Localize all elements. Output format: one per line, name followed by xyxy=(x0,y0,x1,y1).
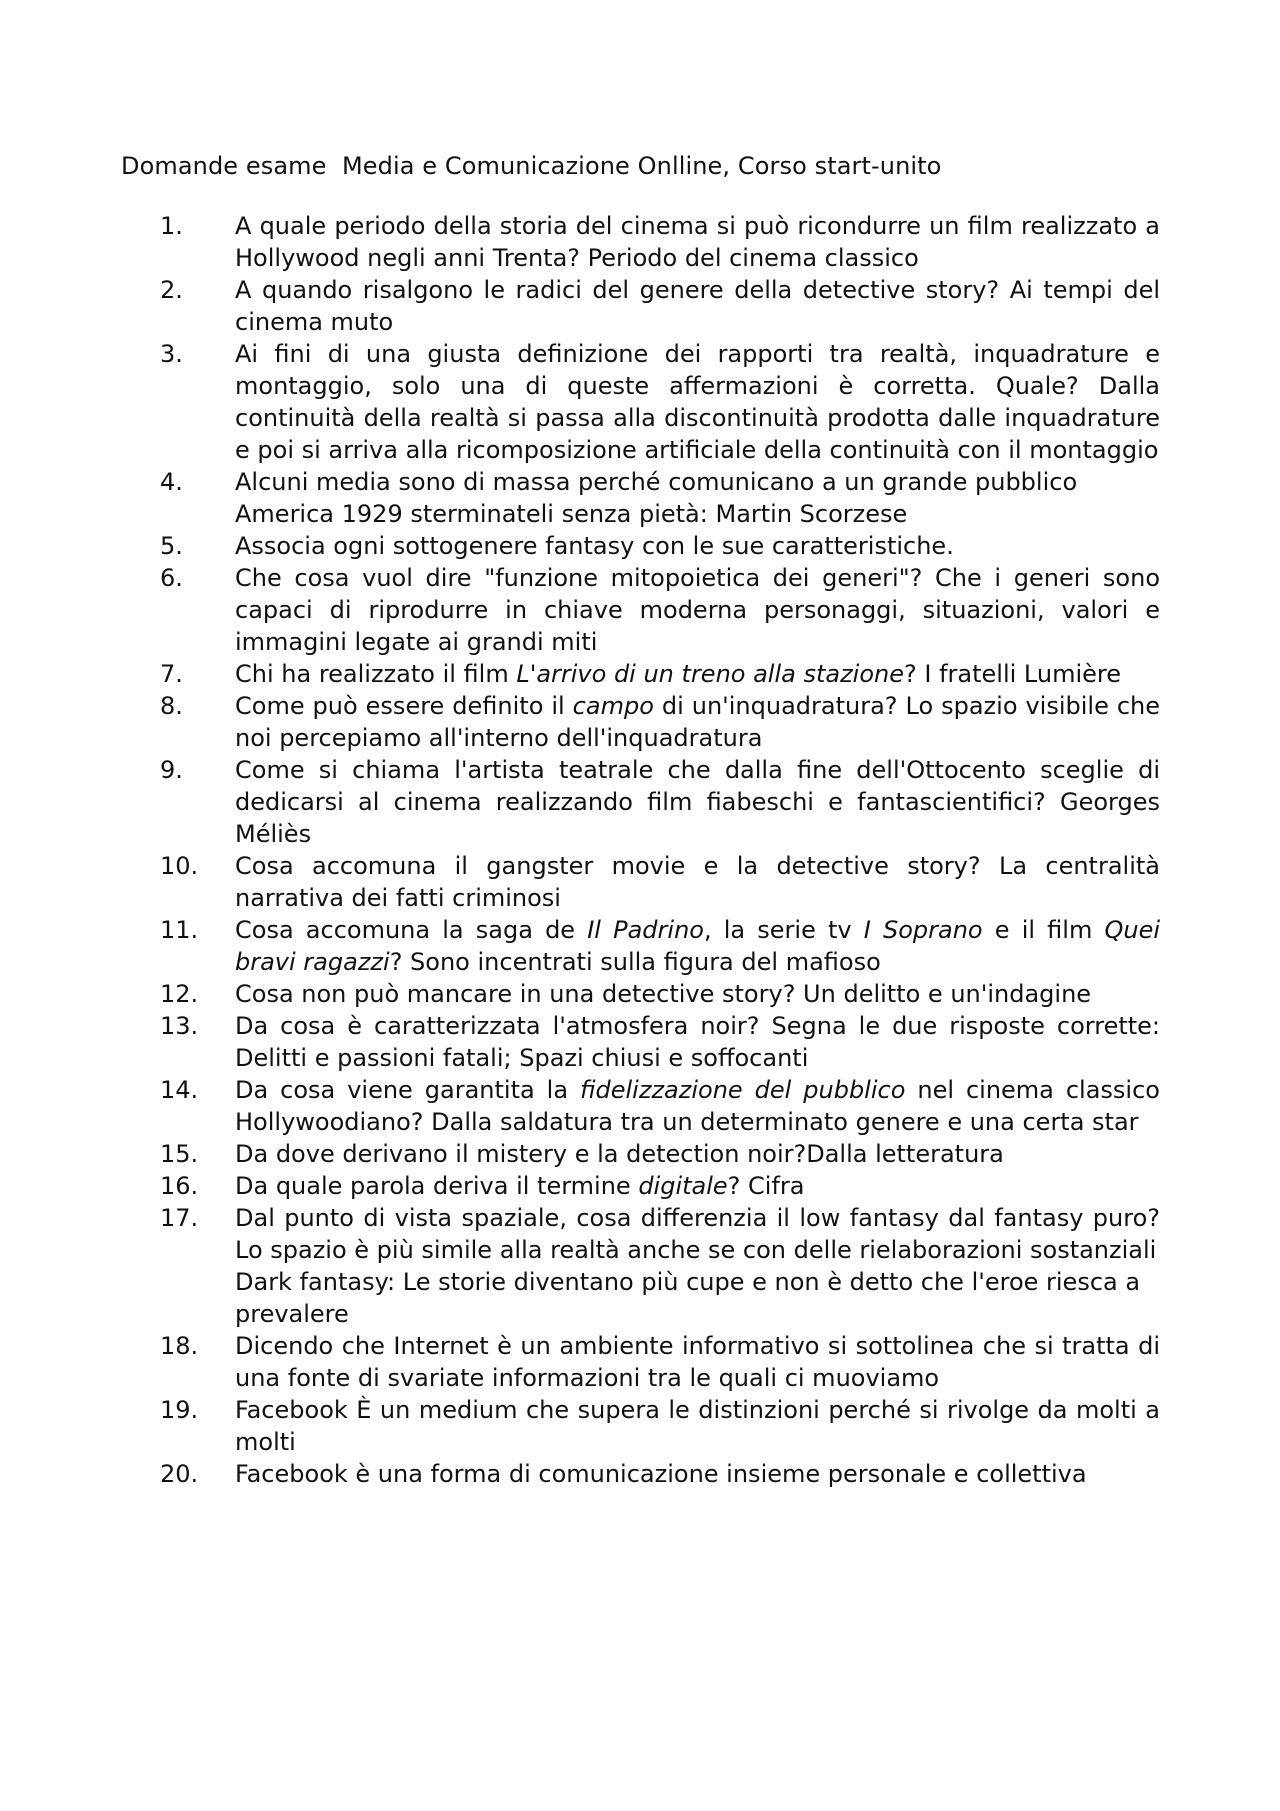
question-number: 6. xyxy=(160,564,183,592)
question-number: 12. xyxy=(160,980,199,1008)
question-text: Da cosa è caratterizzata l'atmosfera noir? Segna le due risposte corrette: Delitti e passioni fatali; Spazi chiusi e soffocanti xyxy=(235,1012,1160,1072)
question-item xyxy=(160,914,1160,978)
question-number: 19. xyxy=(160,1396,199,1424)
question-item xyxy=(160,690,1160,754)
question-text: Che cosa vuol dire "funzione mitopoietica dei generi"? Che i generi sono capaci di riprodurre in chiave moderna personaggi, situazioni, valori e immagini legate ai grandi miti xyxy=(235,564,1160,656)
question-item xyxy=(160,274,1160,338)
emphasized-term: fidelizzazione del pubblico xyxy=(580,1076,906,1104)
question-number: 20. xyxy=(160,1460,199,1488)
question-text xyxy=(235,914,1160,978)
question-text xyxy=(235,1170,1160,1202)
question-text: Da dove derivano il mistery e la detection noir?Dalla letteratura xyxy=(235,1140,1004,1168)
question-item xyxy=(160,1330,1160,1394)
series-title: I Soprano xyxy=(863,916,983,944)
question-text xyxy=(235,690,1160,754)
question-number: 10. xyxy=(160,852,199,880)
question-text: Facebook È un medium che supera le distinzioni perché si rivolge da molti a molti xyxy=(235,1396,1160,1456)
question-item xyxy=(160,850,1160,914)
question-text: Come si chiama l'artista teatrale che dalla fine dell'Ottocento sceglie di dedicarsi al cinema realizzando film fiabeschi e fantascientifici? Georges Méliès xyxy=(235,756,1160,848)
question-item xyxy=(160,1202,1160,1330)
question-number: 2. xyxy=(160,276,183,304)
question-text-part: Da cosa viene garantita la xyxy=(235,1076,580,1104)
question-text-part: Chi ha realizzato il film xyxy=(235,660,517,688)
emphasized-term: campo xyxy=(572,692,654,720)
film-title: Il Padrino xyxy=(587,916,704,944)
question-text-part: , la serie tv xyxy=(703,916,864,944)
question-number: 18. xyxy=(160,1332,199,1360)
question-number: 14. xyxy=(160,1076,199,1104)
question-number: 9. xyxy=(160,756,183,784)
document-title: Domande esame Media e Comunicazione Onlline, Corso start-unito xyxy=(121,152,942,180)
question-text: Alcuni media sono di massa perché comunicano a un grande pubblico xyxy=(235,468,1078,496)
question-number: 11. xyxy=(160,916,199,944)
question-number: 17. xyxy=(160,1204,199,1232)
question-text-part: di un'inquadratura? Lo spazio visibile che noi percepiamo all'interno dell'inquadratura xyxy=(235,692,1161,752)
question-text-part: Da quale parola deriva il termine xyxy=(235,1172,639,1200)
question-text xyxy=(235,1074,1160,1138)
question-text-part: Come può essere definito il xyxy=(235,692,573,720)
question-text xyxy=(235,658,1160,690)
question-list xyxy=(160,210,1160,1490)
question-item xyxy=(160,562,1160,658)
question-number: 4. xyxy=(160,468,183,496)
question-number: 3. xyxy=(160,340,183,368)
question-item xyxy=(160,466,1160,530)
question-item xyxy=(160,1138,1160,1170)
film-title: Quei bravi ragazzi xyxy=(235,916,1161,976)
question-number: 5. xyxy=(160,532,183,560)
question-item xyxy=(160,1170,1160,1202)
question-item xyxy=(160,530,1160,562)
question-text: A quale periodo della storia del cinema si può ricondurre un film realizzato a Hollywood negli anni Trenta? Periodo del cinema classico xyxy=(235,212,1160,272)
question-number: 7. xyxy=(160,660,183,688)
question-item xyxy=(160,1458,1160,1490)
film-title: L'arrivo di un treno alla stazione xyxy=(516,660,905,688)
question-text: Dal punto di vista spaziale, cosa differenzia il low fantasy dal fantasy puro?Lo spazio è più simile alla realtà anche se con delle rielaborazioni sostanziali xyxy=(235,1204,1160,1264)
question-item xyxy=(160,1074,1160,1138)
question-number: 15. xyxy=(160,1140,199,1168)
question-item xyxy=(160,210,1160,274)
question-item xyxy=(160,1010,1160,1074)
question-text: Facebook è una forma di comunicazione insieme personale e collettiva xyxy=(235,1460,1087,1488)
question-note: Dark fantasy: Le storie diventano più cupe e non è detto che l'eroe riesca a prevalere xyxy=(235,1268,1141,1328)
question-number: 8. xyxy=(160,692,183,720)
question-item xyxy=(160,978,1160,1010)
question-text: A quando risalgono le radici del genere della detective story? Ai tempi del cinema muto xyxy=(235,276,1160,336)
question-text: Cosa accomuna il gangster movie e la detective story? La centralità narrativa dei fatti criminosi xyxy=(235,852,1160,912)
question-text: Ai fini di una giusta definizione dei rapporti tra realtà, inquadrature e montaggio, solo una di queste affermazioni è corretta. Quale? Dalla continuità della realtà si passa alla discontinuità prodotta dalle inquadrature e poi si arriva alla ricomposizione artificiale della continuità con il montaggio xyxy=(235,340,1160,464)
emphasized-term: digitale xyxy=(638,1172,728,1200)
question-item xyxy=(160,754,1160,850)
question-number: 1. xyxy=(160,212,183,240)
question-text: Associa ogni sottogenere fantasy con le sue caratteristiche. xyxy=(235,532,954,560)
question-text-part: ? Sono incentrati sulla figura del mafioso xyxy=(389,948,881,976)
question-number: 16. xyxy=(160,1172,199,1200)
question-item xyxy=(160,1394,1160,1458)
question-text-part: e il film xyxy=(982,916,1105,944)
question-text-part: nel cinema classico Hollywoodiano? Dalla saldatura tra un determinato genere e una certa star xyxy=(235,1076,1160,1136)
question-number: 13. xyxy=(160,1012,199,1040)
question-item xyxy=(160,658,1160,690)
question-note: America 1929 sterminateli senza pietà: Martin Scorzese xyxy=(235,500,908,528)
question-text: Cosa non può mancare in una detective story? Un delitto e un'indagine xyxy=(235,980,1092,1008)
question-item xyxy=(160,338,1160,466)
question-text-part: ? I fratelli Lumière xyxy=(904,660,1121,688)
question-text-part: Cosa accomuna la saga de xyxy=(235,916,588,944)
question-text: Dicendo che Internet è un ambiente informativo si sottolinea che si tratta di una fonte di svariate informazioni tra le quali ci muoviamo xyxy=(235,1332,1160,1392)
question-text-part: ? Cifra xyxy=(727,1172,805,1200)
